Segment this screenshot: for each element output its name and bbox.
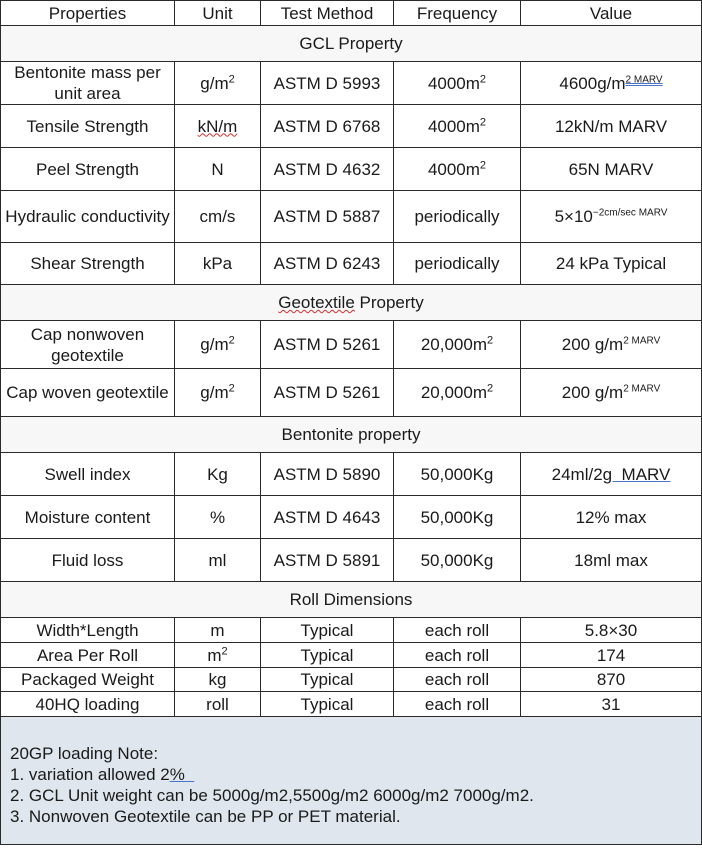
- frequency-cell: $4000m^2$: [394, 148, 521, 191]
- notes-cell: [1, 717, 702, 845]
- table-row: [1, 148, 702, 191]
- header-value: Value: [521, 1, 702, 26]
- value-cell: 12kN/m MARV: [521, 105, 702, 148]
- value-cell: 200 $g/m^{2 MARV}$: [521, 369, 702, 417]
- value-cell: 174: [521, 643, 702, 668]
- method-cell: Typical: [261, 668, 394, 692]
- unit-cell: $g/m^2$: [175, 62, 261, 105]
- method-cell: ASTM D 5261: [261, 321, 394, 369]
- frequency-cell: each roll: [394, 668, 521, 692]
- value-cell: 31: [521, 692, 702, 717]
- header-test-method: Test Method: [261, 1, 394, 26]
- frequency-cell: periodically: [394, 191, 521, 243]
- property-cell: Area Per Roll: [1, 643, 175, 668]
- property-cell: Tensile Strength: [1, 105, 175, 148]
- value-cell: 12% max: [521, 496, 702, 539]
- header-properties: Properties: [1, 1, 175, 26]
- unit-cell: kg: [175, 668, 261, 692]
- frequency-cell: periodically: [394, 243, 521, 285]
- method-cell: ASTM D 4632: [261, 148, 394, 191]
- property-cell: Hydraulic conductivity: [1, 191, 175, 243]
- method-cell: ASTM D 5890: [261, 453, 394, 496]
- frequency-cell: $20,000m^2$: [394, 369, 521, 417]
- unit-cell: cm/s: [175, 191, 261, 243]
- method-cell: ASTM D 5891: [261, 539, 394, 582]
- frequency-cell: 50,000Kg: [394, 539, 521, 582]
- method-cell: Typical: [261, 692, 394, 717]
- property-cell: Width*Length: [1, 618, 175, 643]
- unit-cell: %: [175, 496, 261, 539]
- header-unit: Unit: [175, 1, 261, 26]
- method-cell: ASTM D 4643: [261, 496, 394, 539]
- property-cell: Bentonite mass per unit area: [1, 62, 175, 105]
- unit-cell: m: [175, 618, 261, 643]
- section-roll-title: Roll Dimensions: [1, 582, 702, 618]
- table-row: [1, 369, 702, 417]
- section-geotextile-row: [1, 285, 702, 321]
- table-row: [1, 496, 702, 539]
- property-cell: Cap nonwoven geotextile: [1, 321, 175, 369]
- unit-cell: $m^2$: [175, 643, 261, 668]
- method-cell: Typical: [261, 643, 394, 668]
- property-cell: Packaged Weight: [1, 668, 175, 692]
- table-row: [1, 643, 702, 668]
- value-cell: 65N MARV: [521, 148, 702, 191]
- frequency-cell: each roll: [394, 692, 521, 717]
- frequency-cell: each roll: [394, 618, 521, 643]
- section-gcl-row: [1, 26, 702, 62]
- unit-cell: $g/m^2$: [175, 321, 261, 369]
- note-line-2: 2. GCL Unit weight can be 5000g/m2,5500g/m2 6000g/m2 7000g/m2.: [10, 786, 534, 805]
- frequency-cell: $20,000m^2$: [394, 321, 521, 369]
- value-cell: 870: [521, 668, 702, 692]
- value-cell: 5.8×30: [521, 618, 702, 643]
- value-cell: 200 $g/m^{2 MARV}$: [521, 321, 702, 369]
- note-line-3: 3. Nonwoven Geotextile can be PP or PET material.: [10, 807, 401, 826]
- unit-cell: Kg: [175, 453, 261, 496]
- notes-heading: 20GP loading Note:: [10, 744, 159, 763]
- note-line-1: 1. variation allowed 2%: [10, 765, 195, 784]
- notes-row: [1, 717, 702, 845]
- table-row: [1, 618, 702, 643]
- frequency-cell: $4000m^2$: [394, 62, 521, 105]
- value-cell: 24 kPa Typical: [521, 243, 702, 285]
- section-bentonite-row: [1, 417, 702, 453]
- table-row: [1, 539, 702, 582]
- property-cell: 40HQ loading: [1, 692, 175, 717]
- method-cell: Typical: [261, 618, 394, 643]
- table-row: [1, 453, 702, 496]
- unit-cell: roll: [175, 692, 261, 717]
- unit-cell: kPa: [175, 243, 261, 285]
- table-row: [1, 105, 702, 148]
- unit-cell: kN/m: [175, 105, 261, 148]
- property-cell: Moisture content: [1, 496, 175, 539]
- frequency-cell: each roll: [394, 643, 521, 668]
- section-gcl-title: GCL Property: [1, 26, 702, 62]
- unit-cell: N: [175, 148, 261, 191]
- section-roll-row: [1, 582, 702, 618]
- value-cell: $5\times 10^{-2cm/sec MARV}$: [521, 191, 702, 243]
- header-frequency: Frequency: [394, 1, 521, 26]
- frequency-cell: $4000m^2$: [394, 105, 521, 148]
- method-cell: ASTM D 5887: [261, 191, 394, 243]
- value-cell: 18ml max: [521, 539, 702, 582]
- method-cell: ASTM D 6768: [261, 105, 394, 148]
- section-bentonite-title: Bentonite property: [1, 417, 702, 453]
- unit-cell: $g/m^2$: [175, 369, 261, 417]
- property-cell: Cap woven geotextile: [1, 369, 175, 417]
- value-cell: $4600g/m^{2 MARV}$: [521, 62, 702, 105]
- unit-cell: ml: [175, 539, 261, 582]
- value-cell: 24ml/2g MARV: [521, 453, 702, 496]
- frequency-cell: 50,000Kg: [394, 453, 521, 496]
- property-cell: Shear Strength: [1, 243, 175, 285]
- frequency-cell: 50,000Kg: [394, 496, 521, 539]
- table-row: [1, 321, 702, 369]
- property-cell: Fluid loss: [1, 539, 175, 582]
- section-geotextile-title: Geotextile Property: [1, 285, 702, 321]
- table-row: [1, 62, 702, 105]
- method-cell: ASTM D 6243: [261, 243, 394, 285]
- header-row: [1, 1, 702, 26]
- table-row: [1, 668, 702, 692]
- table-row: [1, 243, 702, 285]
- method-cell: ASTM D 5261: [261, 369, 394, 417]
- property-cell: Peel Strength: [1, 148, 175, 191]
- table-row: [1, 692, 702, 717]
- table-row: [1, 191, 702, 243]
- method-cell: ASTM D 5993: [261, 62, 394, 105]
- property-cell: Swell index: [1, 453, 175, 496]
